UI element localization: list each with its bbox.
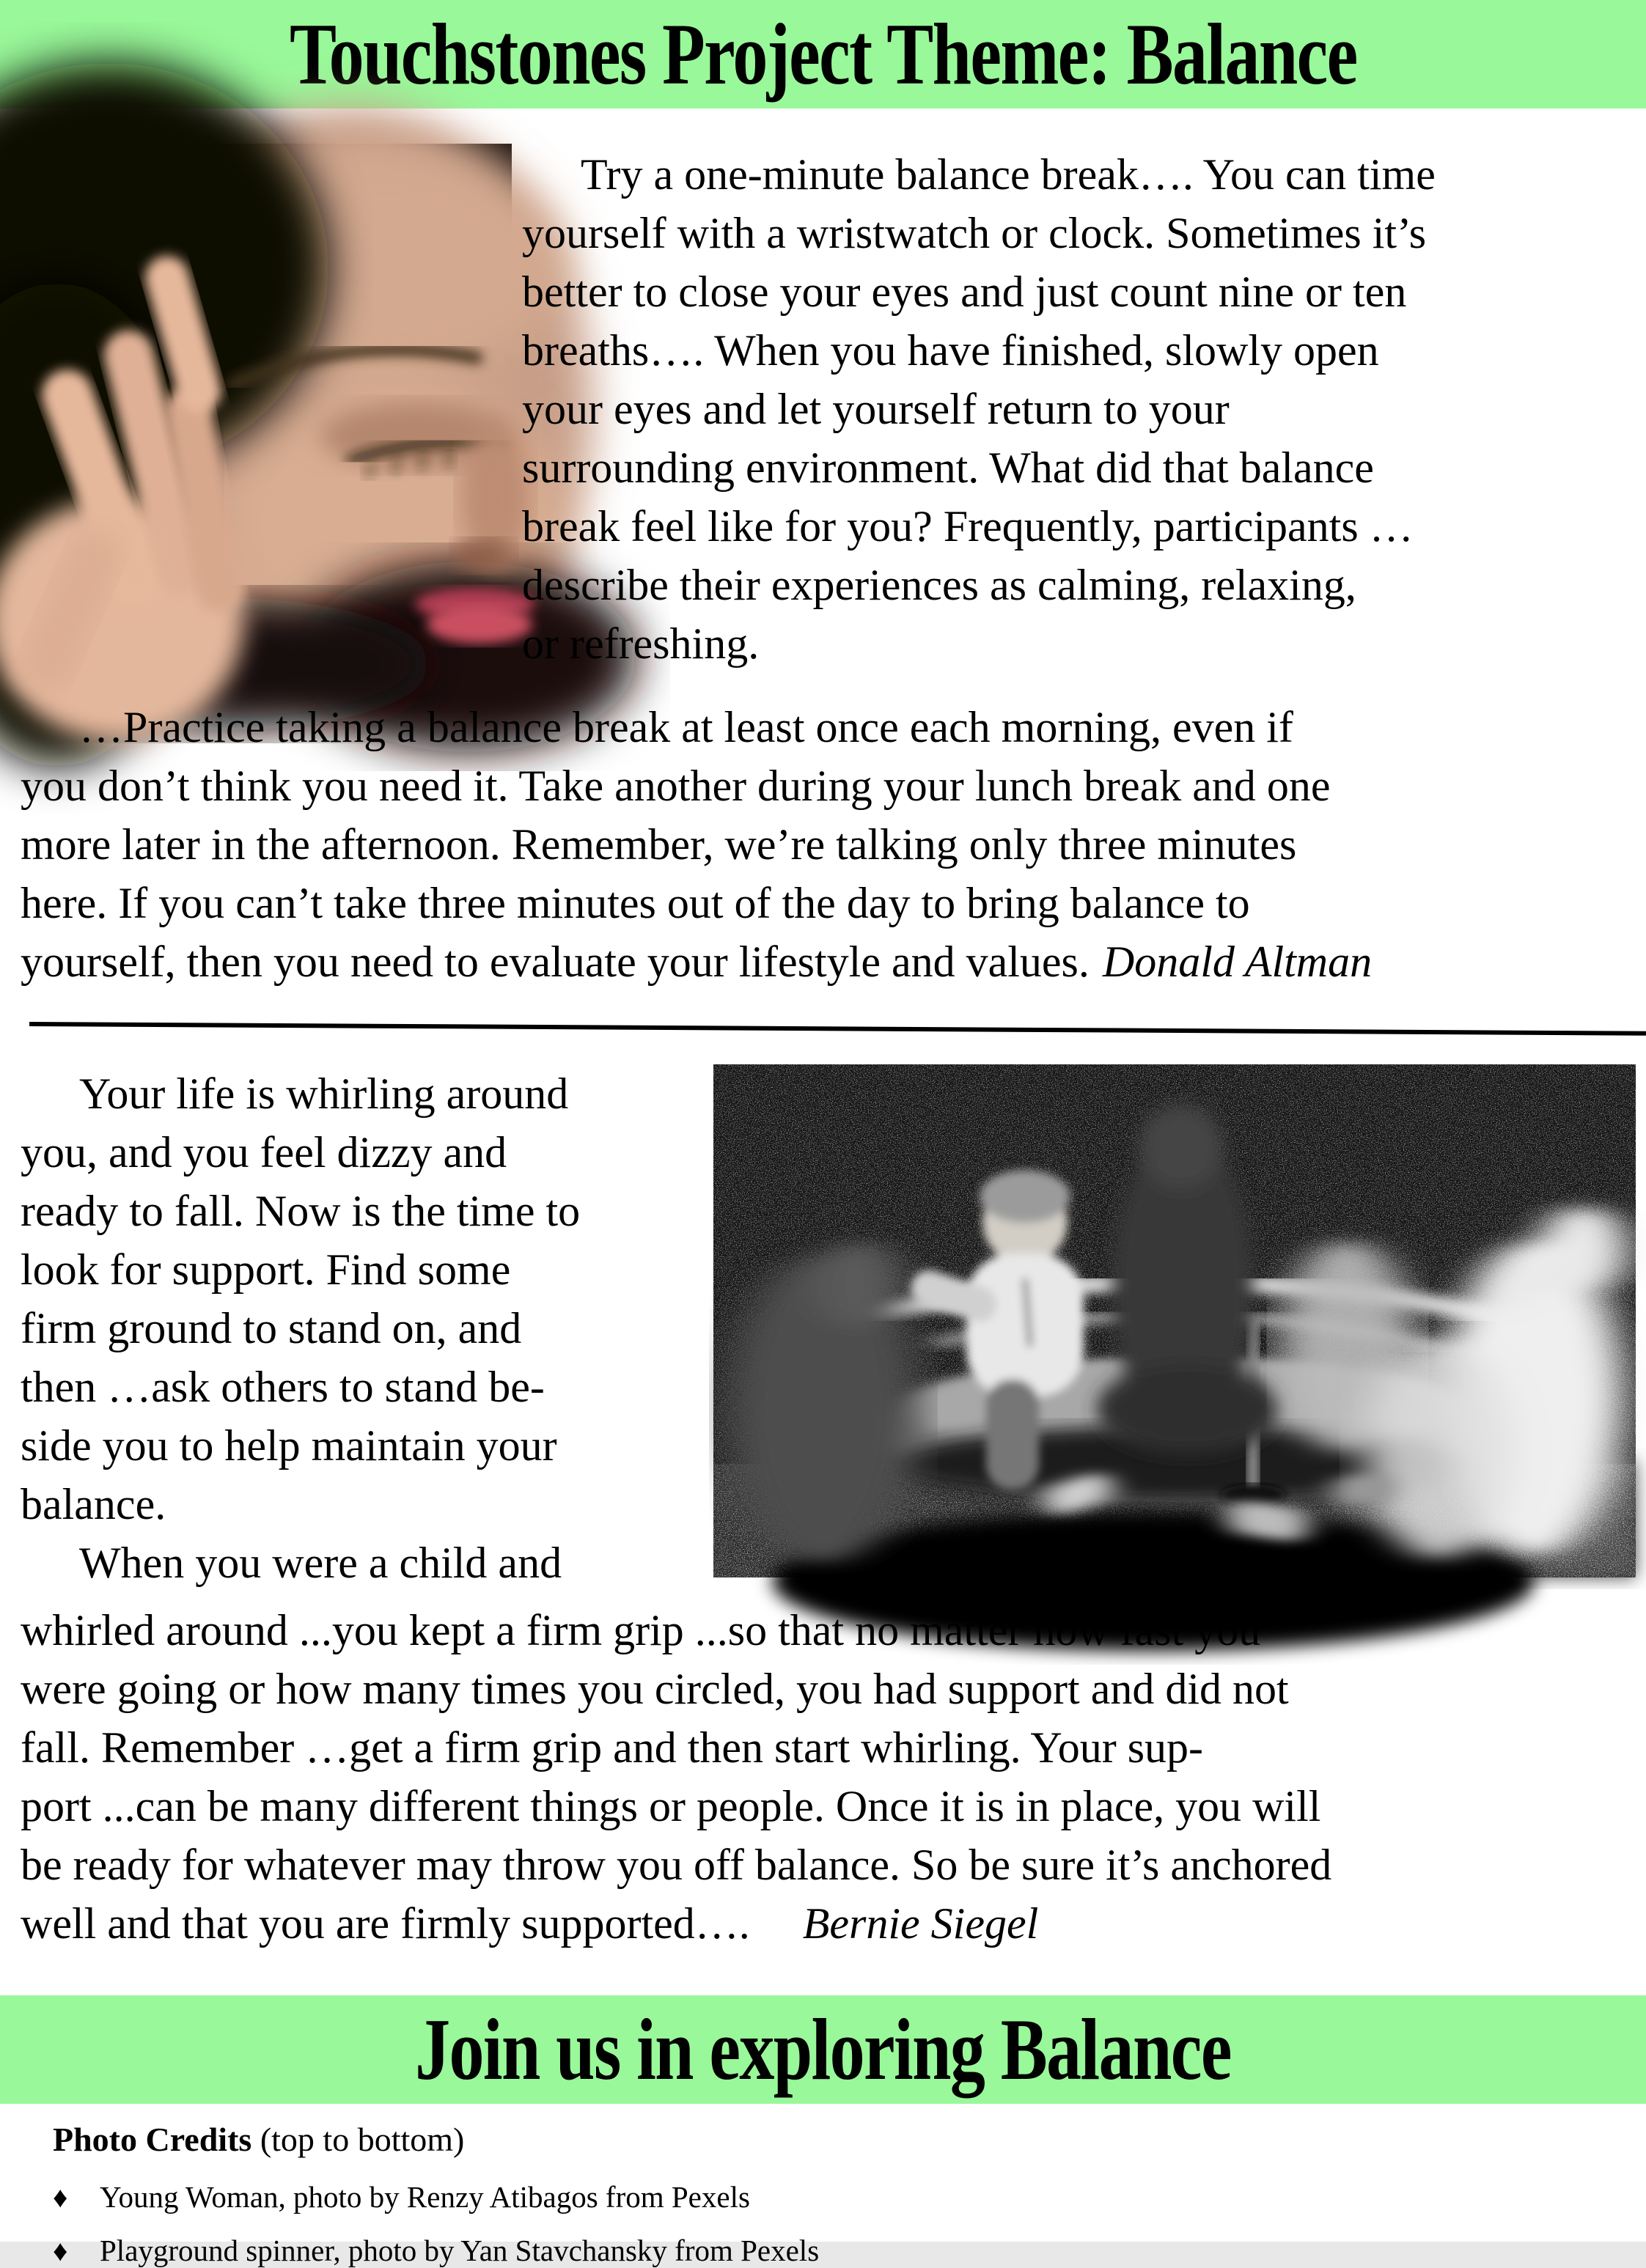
author-attribution-altman: Donald Altman <box>1102 938 1373 986</box>
photo-credit-item <box>53 2234 1592 2268</box>
footer-banner <box>0 1995 1646 2104</box>
text-line: yourself with a wristwatch or clock. Sometimes it’s <box>522 209 1427 257</box>
text-line: port ...can be many different things or people. Once it is in place, you will <box>21 1782 1321 1830</box>
footer-title: Join us in exploring Balance <box>415 2000 1231 2098</box>
header-banner <box>0 0 1646 108</box>
whirl-paragraph-full <box>21 1601 1630 1953</box>
text-run: yourself, then you need to evaluate your lifestyle and values. <box>21 938 1090 986</box>
section-divider <box>29 1022 1646 1036</box>
text-line: your eyes and let yourself return to your <box>522 385 1230 433</box>
text-line: were going or how many times you circled, you had support and did not <box>21 1665 1289 1713</box>
text-line: whirled around ...you kept a firm grip ...so that no matter how fast you <box>21 1606 1261 1654</box>
text-line: firm ground to stand on, and <box>21 1304 522 1352</box>
young-woman-photo <box>6 144 512 674</box>
text-run: well and that you are firmly supported…. <box>21 1899 750 1948</box>
text-line: side you to help maintain your <box>21 1421 557 1470</box>
whirl-paragraph-column <box>21 1064 710 1592</box>
page-title: Touchstones Project Theme: Balance <box>289 5 1357 103</box>
text-line: break feel like for you? Frequently, participants … <box>522 502 1414 551</box>
text-line: you, and you feel dizzy and <box>21 1128 507 1177</box>
text-line: describe their experiences as calming, relaxing, <box>522 561 1356 609</box>
text-line: here. If you can’t take three minutes out of the day to bring balance to <box>21 879 1250 927</box>
text-line: be ready for whatever may throw you off balance. So be sure it’s anchored <box>21 1841 1332 1889</box>
text-line: fall. Remember …get a firm grip and then start whirling. Your sup- <box>21 1723 1204 1772</box>
text-line <box>21 932 1630 991</box>
text-line: more later in the afternoon. Remember, we’re talking only three minutes <box>21 820 1297 869</box>
text-line: Your life is whirling around <box>79 1069 569 1118</box>
text-line <box>21 1894 1630 1953</box>
text-line: you don’t think you need it. Take another during your lunch break and one <box>21 762 1331 810</box>
photo-credits-heading-bold: Photo Credits <box>53 2121 252 2158</box>
text-line: breaths…. When you have finished, slowly open <box>522 326 1379 375</box>
text-line: ready to fall. Now is the time to <box>21 1187 581 1235</box>
playground-spinner-photo-art <box>713 1064 1636 1577</box>
text-line: Try a one-minute balance break…. You can time <box>581 150 1436 199</box>
text-line: or refreshing. <box>522 619 760 668</box>
diamond-bullet-icon: ♦ <box>53 2234 68 2267</box>
text-line: …Practice taking a balance break at least once each morning, even if <box>79 703 1293 751</box>
text-line: surrounding environment. What did that balance <box>522 443 1374 492</box>
intro-paragraph <box>522 145 1640 673</box>
diamond-bullet-icon: ♦ <box>53 2181 68 2214</box>
photo-credit-text: Young Woman, photo by Renzy Atibagos from Pexels <box>100 2180 750 2214</box>
text-line: better to close your eyes and just count nine or ten <box>522 268 1407 316</box>
text-line: then …ask others to stand be- <box>21 1363 545 1411</box>
photo-credit-item <box>53 2180 1592 2214</box>
photo-credits-heading-rest: (top to bottom) <box>251 2121 465 2158</box>
author-attribution-siegel: Bernie Siegel <box>802 1899 1039 1948</box>
practice-paragraph <box>21 698 1630 991</box>
young-woman-photo-art <box>6 144 512 674</box>
photo-credits <box>53 2118 1592 2268</box>
playground-spinner-photo <box>713 1064 1636 1577</box>
text-line: balance. <box>21 1480 166 1528</box>
photo-credit-text: Playground spinner, photo by Yan Stavchansky from Pexels <box>100 2234 820 2267</box>
text-line: When you were a child and <box>79 1539 562 1587</box>
text-line: look for support. Find some <box>21 1245 511 1294</box>
photo-credits-heading <box>53 2118 1592 2161</box>
